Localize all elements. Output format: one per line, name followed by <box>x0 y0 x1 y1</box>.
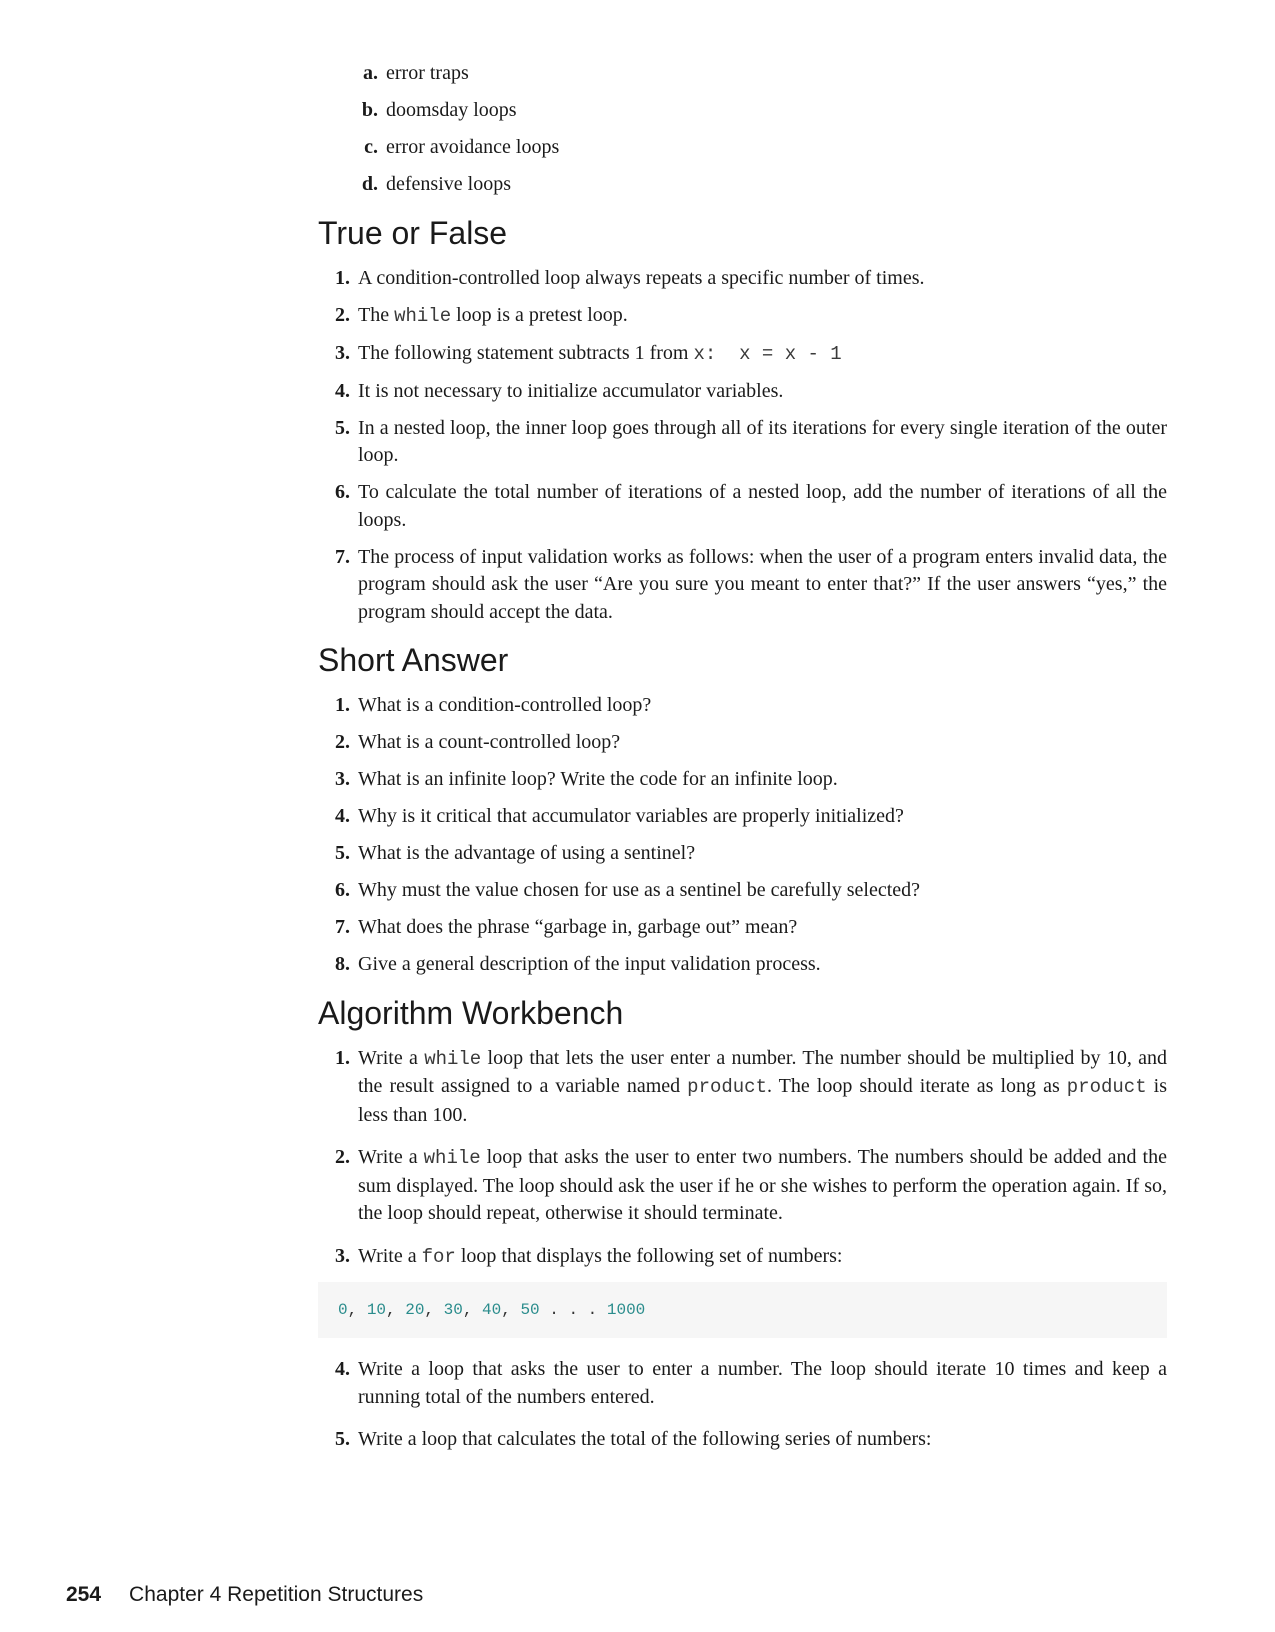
code-snippet: x: x = x - 1 <box>693 342 842 365</box>
item-number: 8. <box>335 953 350 975</box>
option-letter: d. <box>361 173 378 195</box>
item-number: 4. <box>335 805 350 827</box>
chapter-title: Chapter 4 Repetition Structures <box>129 1583 424 1606</box>
item-number: 3. <box>335 768 350 790</box>
list-item <box>318 340 1167 369</box>
item-number: 1. <box>335 266 350 289</box>
code-keyword: product <box>1066 1076 1147 1098</box>
list-item <box>318 479 1167 534</box>
item-text: The following statement subtracts 1 from x: x = x - 1 <box>358 341 842 365</box>
code-keyword: while <box>394 304 452 327</box>
item-number: 5. <box>335 416 350 439</box>
item-number: 2. <box>335 1146 350 1168</box>
item-text: Write a loop that calculates the total of the following series of numbers: <box>358 1428 932 1450</box>
item-number: 2. <box>335 303 350 326</box>
item-number: 3. <box>335 341 350 364</box>
option-letter: a. <box>363 62 378 84</box>
option-text: defensive loops <box>386 173 511 195</box>
item-text: Write a while loop that lets the user enter a number. The number should be multiplied by 10, and the result assigned to a variable named product. The loop should iterate as long as product is less than 100. <box>358 1046 1167 1126</box>
item-number: 4. <box>335 1358 350 1380</box>
item-text: Give a general description of the input validation process. <box>358 953 821 975</box>
code-keyword: while <box>423 1147 481 1169</box>
list-item <box>318 134 1167 162</box>
list-item <box>318 1243 1167 1272</box>
list-item <box>318 729 1167 757</box>
list-item <box>318 914 1167 942</box>
code-block: 0 , 10 , 20 , 30 , 40 , 50 . . . 1000 <box>318 1282 1167 1338</box>
item-text: A condition-controlled loop always repeats a specific number of times. <box>358 266 925 289</box>
section-heading: True or False <box>318 214 508 251</box>
true-false-section <box>318 213 1167 627</box>
list-item <box>318 302 1167 331</box>
option-text: error traps <box>386 62 469 84</box>
page-content <box>318 60 1167 1469</box>
list-item <box>318 1356 1167 1411</box>
item-text: Why must the value chosen for use as a sentinel be carefully selected? <box>358 879 921 901</box>
item-text: To calculate the total number of iterations of a nested loop, add the number of iterations of all the loops. <box>358 481 1167 531</box>
item-number: 2. <box>335 731 350 753</box>
short-answer-section <box>318 640 1167 979</box>
list-item <box>318 766 1167 794</box>
section-heading: Short Answer <box>318 642 509 678</box>
multiple-choice-options <box>318 60 1167 199</box>
list-item <box>318 1144 1167 1228</box>
list-item <box>318 415 1167 470</box>
list-item <box>318 60 1167 88</box>
item-text: Write a for loop that displays the following set of numbers: <box>358 1244 843 1268</box>
option-letter: b. <box>361 99 378 121</box>
option-letter: c. <box>364 136 378 158</box>
item-number: 5. <box>335 1428 350 1450</box>
list-item <box>318 951 1167 979</box>
item-number: 1. <box>335 1046 350 1069</box>
item-text: Write a while loop that asks the user to enter two numbers. The numbers should be added and the sum displayed. The loop should ask the user if he or she wishes to perform the operation again. If so, the loop should repeat, otherwise it should terminate. <box>358 1146 1167 1224</box>
item-number: 5. <box>335 842 350 864</box>
item-number: 7. <box>335 916 350 938</box>
item-number: 4. <box>335 379 350 402</box>
list-item <box>318 378 1167 406</box>
item-text: What is the advantage of using a sentinel? <box>358 842 696 864</box>
item-text: Why is it critical that accumulator variables are properly initialized? <box>358 805 904 827</box>
list-item <box>318 97 1167 125</box>
item-text: What is a condition-controlled loop? <box>358 694 652 716</box>
list-item <box>318 171 1167 199</box>
list-item <box>318 1045 1167 1130</box>
list-item <box>318 840 1167 868</box>
item-number: 6. <box>335 481 350 503</box>
item-text: The process of input validation works as follows: when the user of a program enters invalid data, the program should ask the user “Are you sure you meant to enter that?” If the user answers “yes,” the program should accept the data. <box>358 545 1167 623</box>
page-footer <box>66 1583 423 1607</box>
option-text: error avoidance loops <box>386 136 560 158</box>
item-text: What is a count-controlled loop? <box>358 731 621 753</box>
list-item <box>318 544 1167 627</box>
item-text: Write a loop that asks the user to enter a number. The loop should iterate 10 times and keep a running total of the numbers entered. <box>358 1358 1167 1408</box>
item-text: What is an infinite loop? Write the code for an infinite loop. <box>358 768 838 790</box>
item-number: 1. <box>335 694 350 716</box>
list-item <box>318 692 1167 720</box>
list-item <box>318 803 1167 831</box>
code-keyword: for <box>421 1245 456 1268</box>
item-text: What does the phrase “garbage in, garbage out” mean? <box>358 916 798 938</box>
option-text: doomsday loops <box>386 99 517 121</box>
algorithm-workbench-section <box>318 993 1167 1454</box>
code-keyword: while <box>424 1047 482 1070</box>
item-text: It is not necessary to initialize accumulator variables. <box>358 379 784 402</box>
item-text: In a nested loop, the inner loop goes through all of its iterations for every single iteration of the outer loop. <box>358 416 1167 466</box>
item-number: 7. <box>335 545 350 568</box>
item-number: 6. <box>335 879 350 901</box>
list-item <box>318 1426 1167 1454</box>
section-heading: Algorithm Workbench <box>318 994 624 1031</box>
list-item <box>318 877 1167 905</box>
code-keyword: product <box>687 1076 767 1098</box>
item-text: The while loop is a pretest loop. <box>358 303 628 327</box>
item-number: 3. <box>335 1244 350 1267</box>
page-number: 254 <box>66 1583 102 1606</box>
list-item <box>318 265 1167 293</box>
